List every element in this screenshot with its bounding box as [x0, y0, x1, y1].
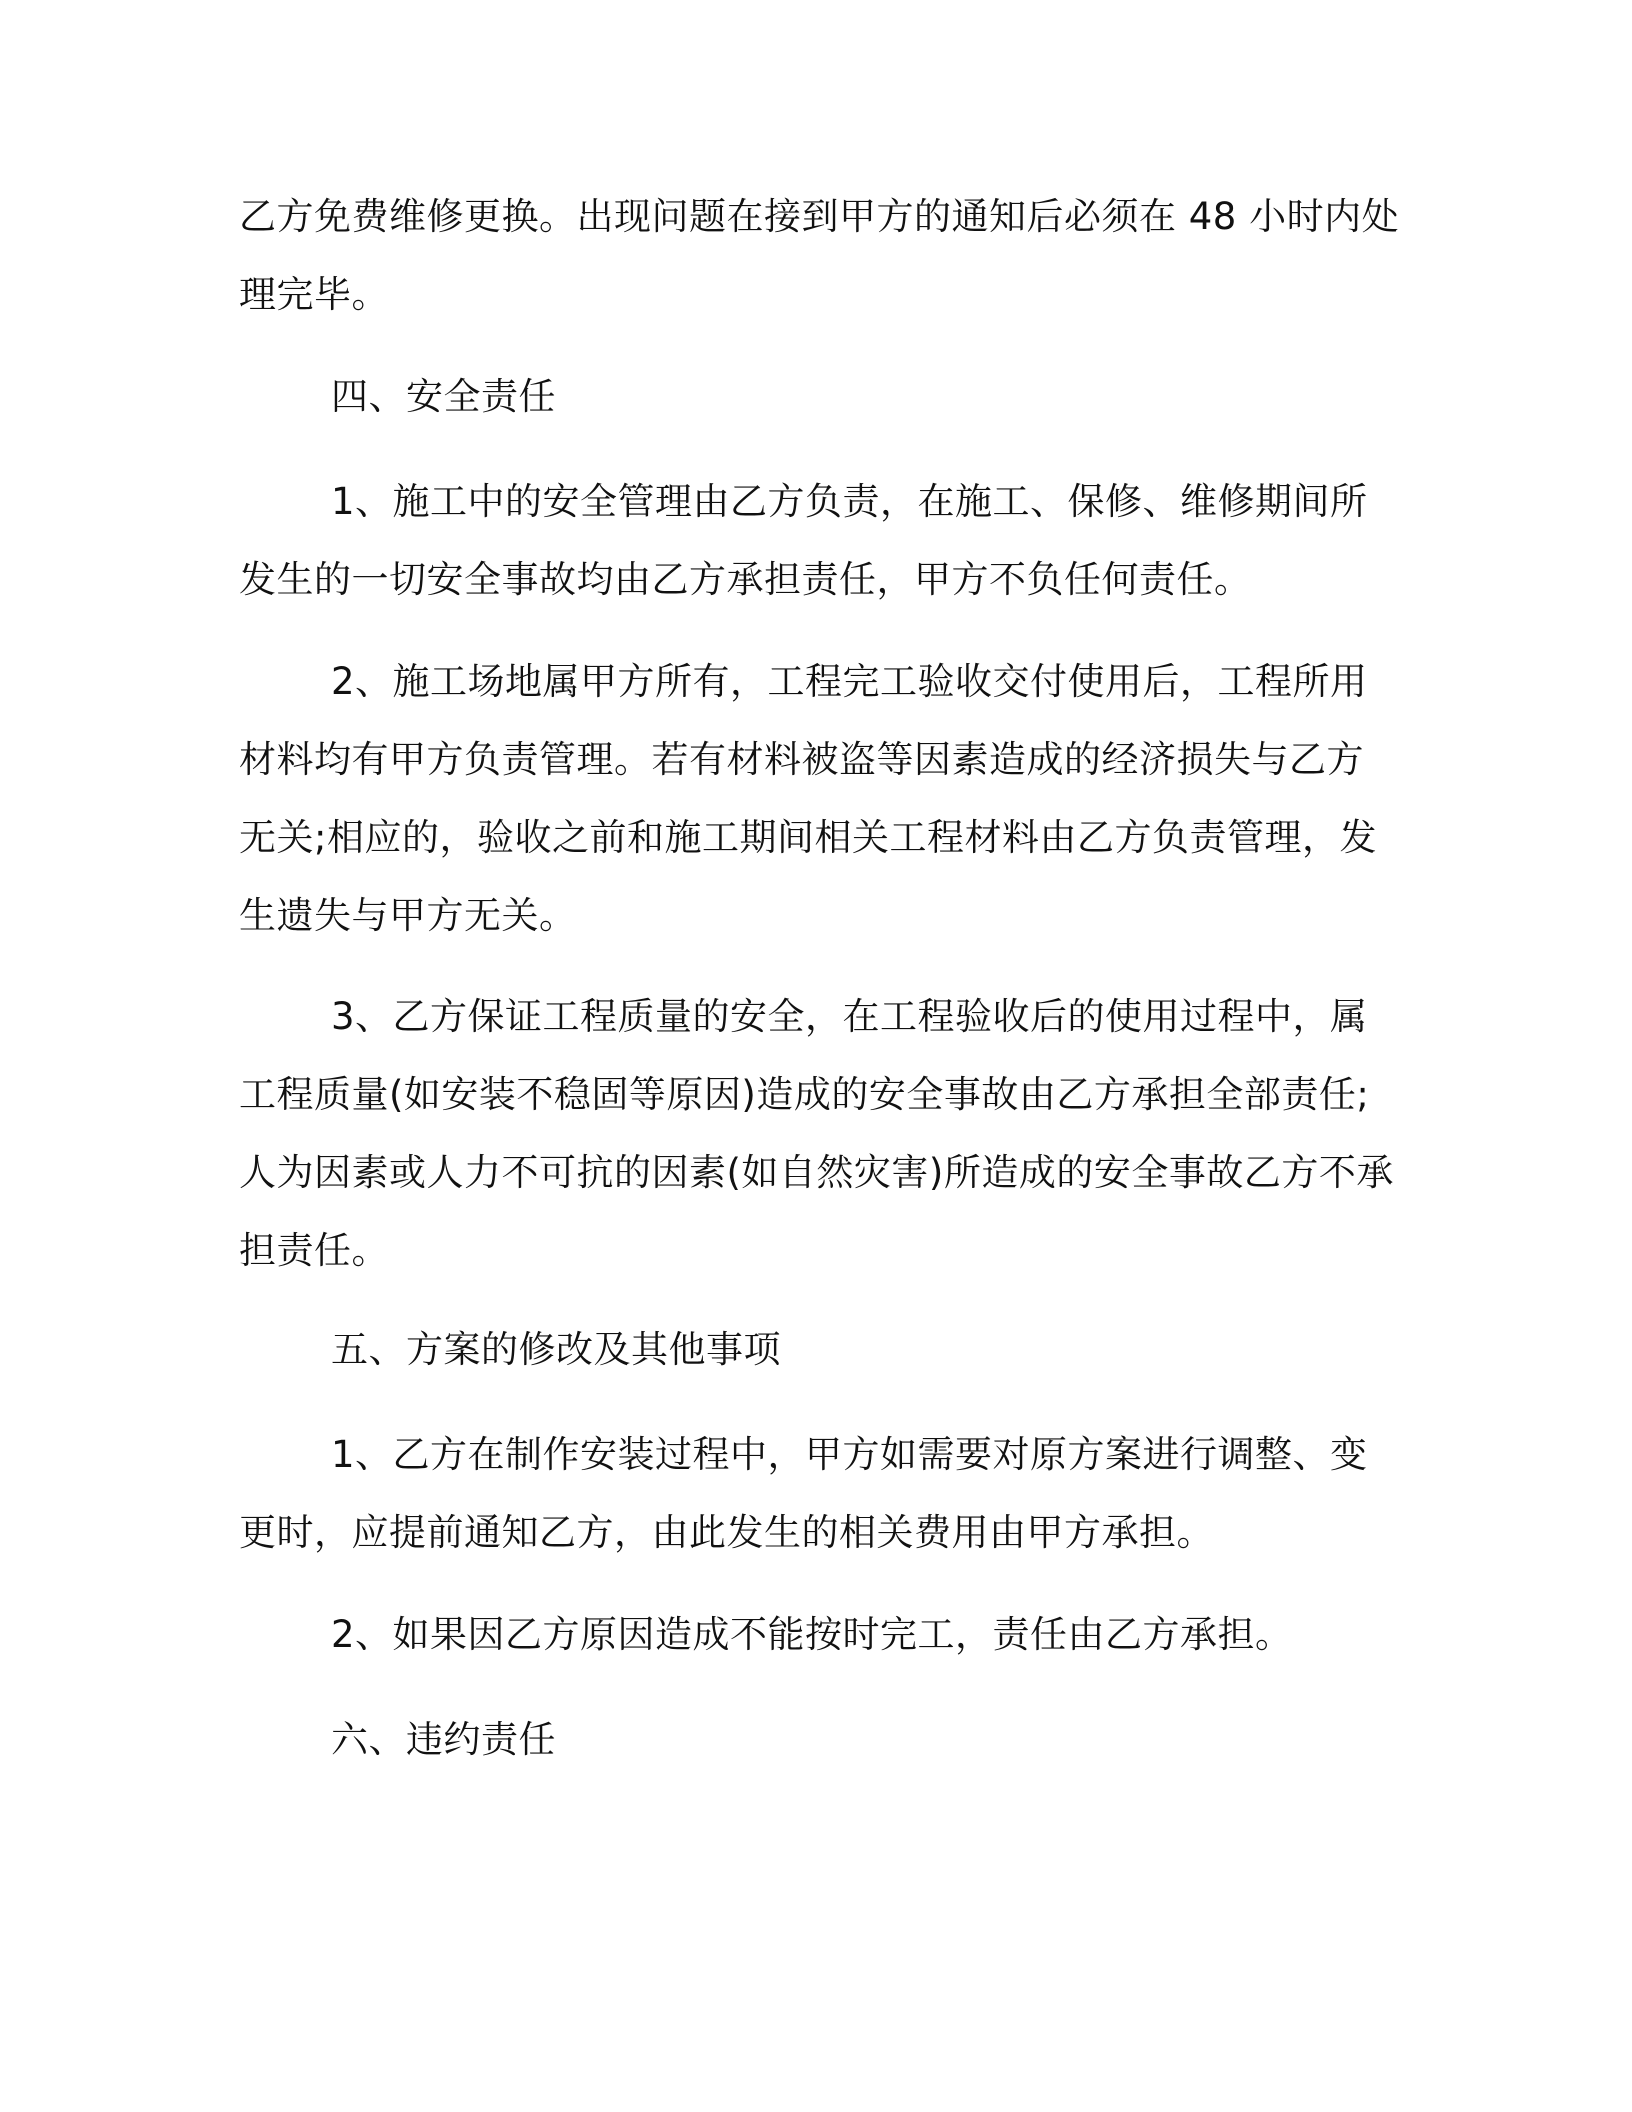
paragraph-line: 无关;相应的，验收之前和施工期间相关工程材料由乙方负责管理，发: [239, 816, 1377, 859]
paragraph-line: 生遗失与甲方无关。: [239, 894, 577, 937]
paragraph-line: 理完毕。: [239, 273, 389, 316]
paragraph-line: 人为因素或人力不可抗的因素(如自然灾害)所造成的安全事故乙方不承: [239, 1151, 1394, 1194]
section-heading: 四、安全责任: [331, 375, 556, 418]
paragraph-line: 2、如果因乙方原因造成不能按时完工，责任由乙方承担。: [331, 1613, 1293, 1656]
safety-clause-3: [239, 978, 1399, 1290]
paragraph-line: 更时，应提前通知乙方，由此发生的相关费用由甲方承担。: [239, 1511, 1214, 1554]
paragraph-line: 担责任。: [239, 1229, 389, 1272]
section-heading: 六、违约责任: [331, 1718, 556, 1761]
safety-clause-2: [239, 643, 1399, 955]
paragraph-line: 2、施工场地属甲方所有，工程完工验收交付使用后，工程所用: [331, 660, 1368, 703]
paragraph-line: 发生的一切安全事故均由乙方承担责任，甲方不负任何责任。: [239, 558, 1252, 601]
modification-clause-2: [239, 1596, 1399, 1674]
paragraph-line: 乙方免费维修更换。出现问题在接到甲方的通知后必须在 48 小时内处: [239, 195, 1400, 238]
modification-clause-1: [239, 1416, 1399, 1572]
paragraph-line: 工程质量(如安装不稳固等原因)造成的安全事故由乙方承担全部责任;: [239, 1073, 1370, 1116]
continuation-paragraph: [239, 178, 1399, 334]
safety-clause-1: [239, 463, 1399, 619]
paragraph-line: 1、乙方在制作安装过程中，甲方如需要对原方案进行调整、变: [331, 1433, 1368, 1476]
paragraph-line: 材料均有甲方负责管理。若有材料被盗等因素造成的经济损失与乙方: [239, 738, 1364, 781]
section-heading-safety: [239, 358, 1399, 436]
section-heading-breach: [239, 1701, 1399, 1779]
section-heading: 五、方案的修改及其他事项: [331, 1328, 781, 1371]
paragraph-line: 3、乙方保证工程质量的安全，在工程验收后的使用过程中，属: [331, 995, 1368, 1038]
paragraph-line: 1、施工中的安全管理由乙方负责，在施工、保修、维修期间所: [331, 480, 1368, 523]
section-heading-modifications: [239, 1311, 1399, 1389]
